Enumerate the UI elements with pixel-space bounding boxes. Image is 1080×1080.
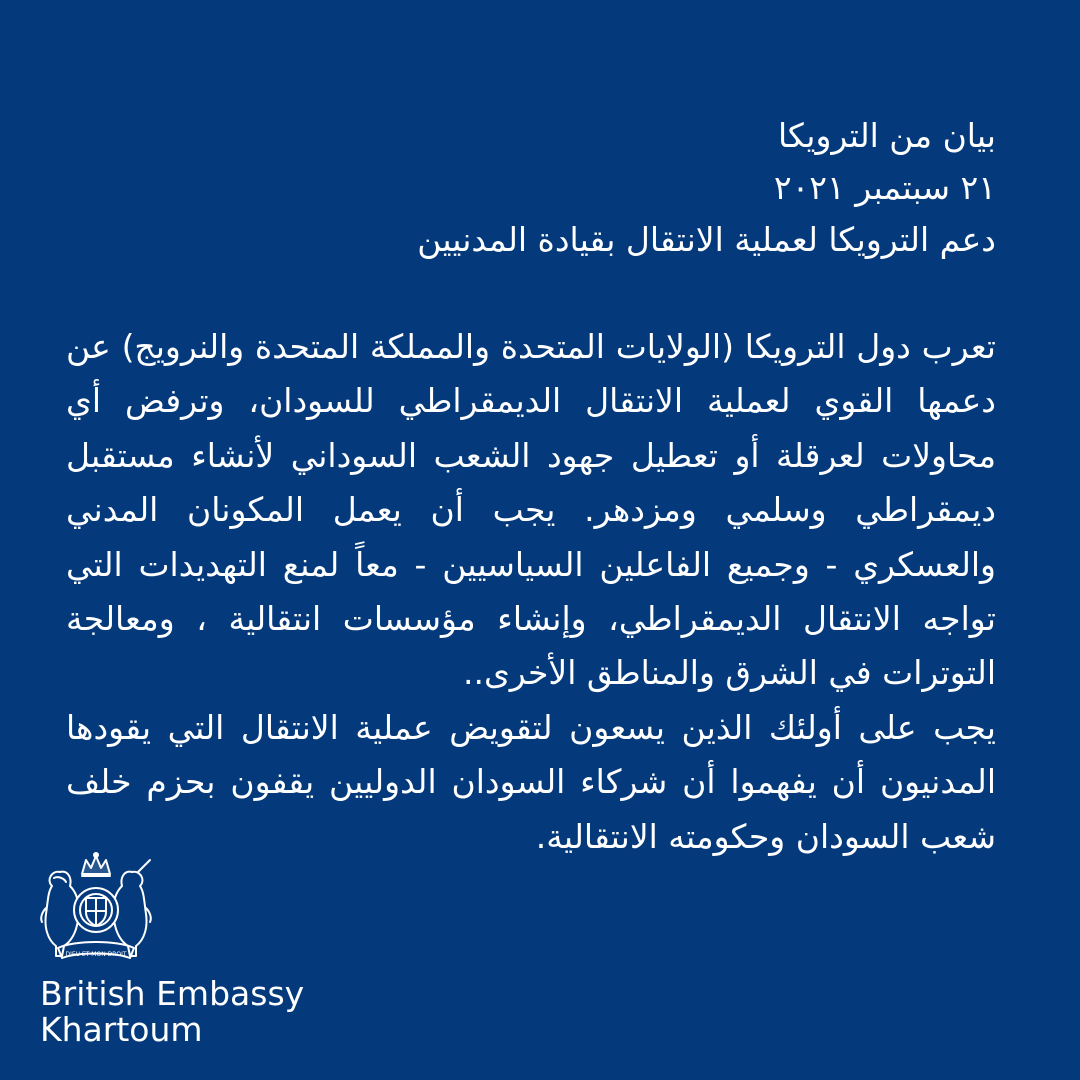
statement-subtitle: دعم الترويكا لعملية الانتقال بقيادة المدنيين — [417, 220, 996, 259]
statement-paragraph: يجب على أولئك الذين يسعون لتقويض عملية الانتقال التي يقودها المدنيون أن يفهموا أن شركاء السودان الدوليين يقفون بحزم خلف شعب السودان وحكومته الانتقالية. — [66, 707, 996, 856]
statement-title: بيان من الترويكا — [778, 116, 996, 155]
embassy-city: Khartoum — [40, 1010, 203, 1049]
royal-coat-of-arms-icon — [34, 848, 158, 968]
statement-paragraph: تعرب دول الترويكا (الولايات المتحدة والمملكة المتحدة والنرويج) عن دعمها القوي لعملية الانتقال الديمقراطي للسودان، وترفض أي محاولات لعرقلة أو تعطيل جهود الشعب السوداني لأنشاء مستقبل ديمقراطي وسلمي ومزدهر. يجب أن يعمل المكونان المدني والعسكري - وجميع الفاعلين السياسيين - معاً لمنع التهديدات التي تواجه الانتقال الديمقراطي، وإنشاء مؤسسات انتقالية ، ومعالجة التوترات في الشرق والمناطق الأخرى.. — [66, 327, 996, 693]
emblem-motto: DIEU ET MON DROIT — [65, 951, 127, 958]
statement — [66, 110, 996, 864]
embassy-wordmark — [40, 976, 304, 1048]
embassy-name: British Embassy — [40, 974, 305, 1013]
statement-date: ٢١ سبتمبر ٢٠٢١ — [773, 168, 996, 207]
